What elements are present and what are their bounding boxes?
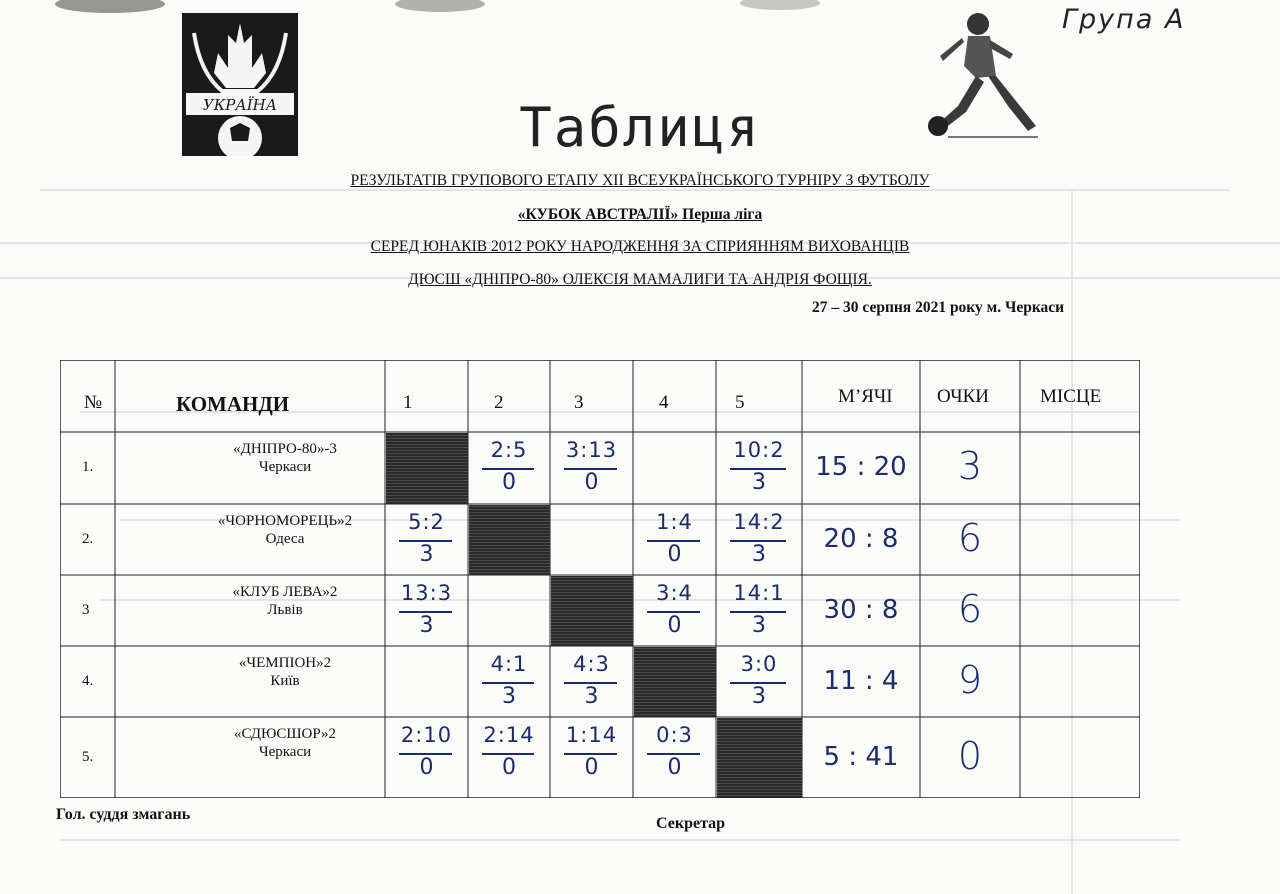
match-score: 14:1 [733, 581, 785, 605]
match-result [633, 575, 716, 646]
match-result [716, 504, 802, 575]
match-result [716, 432, 802, 504]
match-points: 0 [667, 755, 682, 780]
goals-value: 5 : 41 [823, 741, 899, 772]
match-result [550, 432, 633, 504]
match-result [633, 717, 716, 798]
match-points: 3 [752, 684, 766, 709]
date-place: 27 – 30 серпня 2021 року м. Черкаси [812, 299, 1065, 316]
team-city: Львів [267, 602, 303, 618]
points-value: 6 [957, 515, 983, 560]
header-place: МІСЦЕ [1040, 386, 1102, 407]
match-score: 1:14 [565, 723, 618, 747]
header-col-3: 3 [574, 392, 584, 413]
header-col-5: 5 [735, 392, 745, 413]
header-num: № [84, 392, 103, 413]
team-cell [145, 725, 425, 761]
goals-value: 20 : 8 [823, 523, 899, 554]
match-result [468, 646, 550, 717]
match-points: 0 [584, 470, 599, 495]
header-goals: М’ЯЧІ [838, 386, 893, 407]
match-score: 14:2 [733, 510, 785, 534]
points-value: 0 [957, 733, 983, 778]
match-points: 3 [752, 470, 766, 495]
referee-label: Гол. суддя змагань [56, 806, 191, 823]
document-title: Таблиця [519, 96, 761, 159]
match-score: 5:2 [408, 510, 445, 534]
match-result [550, 646, 633, 717]
match-result [468, 717, 550, 798]
results-table [60, 360, 1140, 798]
match-points: 0 [419, 755, 434, 780]
goals-value: 15 : 20 [815, 452, 907, 482]
group-label: Група А [1062, 4, 1186, 35]
team-name: «ДНІПРО-80»-3 [233, 441, 337, 457]
match-result [550, 717, 633, 798]
goals-value: 30 : 8 [823, 594, 899, 625]
header-col-1: 1 [403, 392, 413, 413]
match-score: 4:3 [573, 652, 610, 676]
row-number: 1. [82, 459, 94, 475]
team-cell [145, 583, 425, 619]
header-col-4: 4 [659, 392, 669, 413]
match-points: 3 [584, 684, 599, 709]
match-score: 10:2 [733, 438, 785, 462]
points-value: 9 [957, 657, 983, 702]
team-cell [145, 512, 425, 548]
row-number: 5. [82, 748, 94, 765]
match-score: 0:3 [656, 723, 693, 747]
self-match-cell [551, 576, 633, 646]
match-score: 3:13 [565, 438, 618, 462]
team-name: «СДЮСШОР»2 [233, 726, 337, 742]
match-result [716, 575, 802, 646]
self-match-cell [634, 647, 716, 717]
match-result [385, 504, 468, 575]
team-city: Одеса [265, 531, 305, 547]
match-score: 1:4 [656, 510, 693, 534]
header-col-2: 2 [494, 392, 504, 413]
self-match-cell [469, 505, 550, 575]
team-name: «ЧОРНОМОРЕЦЬ»2 [217, 513, 353, 529]
match-points: 0 [667, 613, 682, 638]
match-points: 0 [502, 755, 516, 780]
match-score: 13:3 [400, 581, 453, 605]
points-value: 3 [957, 444, 983, 488]
header-line-2: «КУБОК АВСТРАЛІЇ» Перша ліга [517, 206, 763, 223]
self-match-cell [386, 433, 468, 504]
secretary-label: Секретар [656, 815, 726, 832]
row-number: 2. [82, 530, 94, 547]
row-number: 3 [82, 601, 90, 618]
match-points: 3 [419, 613, 434, 638]
team-city: Черкаси [258, 744, 312, 760]
team-cell [145, 440, 425, 476]
match-points: 3 [419, 542, 434, 567]
match-points: 0 [502, 470, 516, 495]
match-score: 4:1 [490, 652, 528, 676]
match-score: 2:5 [490, 438, 528, 462]
header-line-1: РЕЗУЛЬТАТІВ ГРУПОВОГО ЕТАПУ ХІІ ВСЕУКРАЇНСЬКОГО ТУРНІРУ З ФУТБОЛУ [350, 172, 930, 189]
match-score: 3:0 [740, 652, 778, 676]
goals-value: 11 : 4 [823, 665, 899, 696]
match-result [633, 504, 716, 575]
match-points: 0 [667, 542, 682, 567]
team-cell [145, 654, 425, 690]
row-number: 4. [82, 672, 94, 689]
match-score: 2:10 [400, 723, 453, 747]
team-name: «КЛУБ ЛЕВА»2 [232, 584, 338, 600]
self-match-cell [717, 718, 802, 798]
points-value: 6 [957, 586, 983, 631]
match-points: 3 [752, 542, 766, 567]
header-teams: КОМАНДИ [176, 392, 290, 416]
header-line-4: ДЮСШ «ДНІПРО-80» ОЛЕКСІЯ МАМАЛИГИ ТА АНДРІЯ ФОЩІЯ. [408, 271, 872, 288]
header-points: ОЧКИ [937, 386, 989, 407]
match-score: 2:14 [483, 723, 535, 747]
match-points: 0 [584, 755, 599, 780]
match-points: 3 [502, 684, 516, 709]
match-result [385, 717, 468, 798]
match-result [385, 575, 468, 646]
team-city: Черкаси [258, 459, 312, 475]
team-name: «ЧЕМПІОН»2 [238, 655, 332, 671]
match-score: 3:4 [656, 581, 693, 605]
header-line-3: СЕРЕД ЮНАКІВ 2012 РОКУ НАРОДЖЕННЯ ЗА СПРИЯННЯМ ВИХОВАНЦІВ [370, 238, 910, 255]
match-result [716, 646, 802, 717]
match-points: 3 [752, 613, 766, 638]
logo-text: УКРАЇНА [202, 96, 278, 114]
team-city: Київ [270, 673, 300, 689]
match-result [468, 432, 550, 504]
